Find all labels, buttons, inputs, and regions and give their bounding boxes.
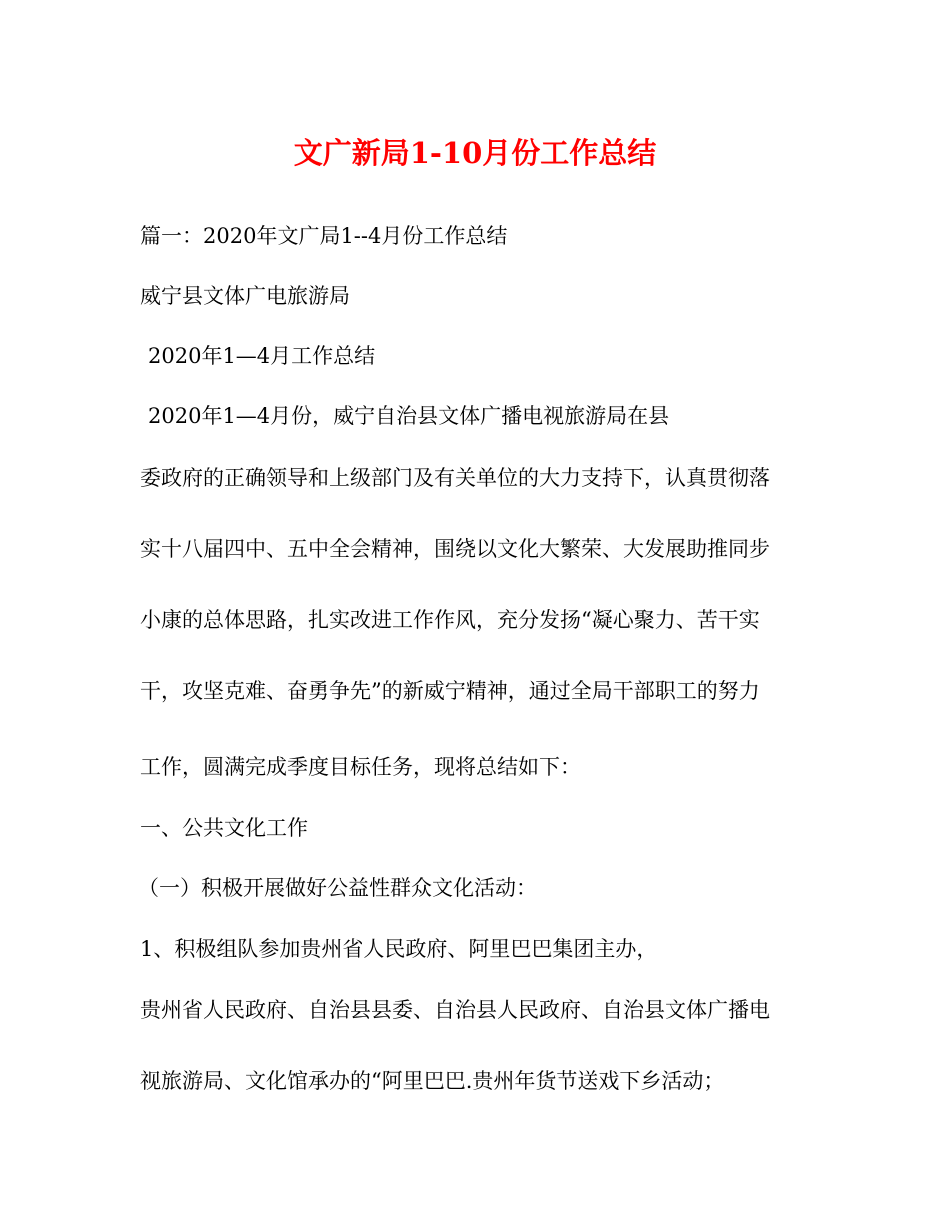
- issuing-office: 威宁县文体广电旅游局: [140, 284, 350, 308]
- list-item: 1、积极组队参加贵州省人民政府、阿里巴巴集团主办，: [140, 937, 658, 961]
- paragraph-line: 委政府的正确领导和上级部门及有关单位的大力支持下，认真贯彻落: [140, 466, 770, 490]
- paragraph-line: 贵州省人民政府、自治县县委、自治县人民政府、自治县文体广播电: [140, 998, 770, 1022]
- paragraph-line: 工作，圆满完成季度目标任务，现将总结如下：: [140, 755, 581, 779]
- section-heading: 一、公共文化工作: [140, 816, 308, 840]
- paragraph-line: 实十八届四中、五中全会精神，围绕以文化大繁荣、大发展助推同步: [140, 537, 770, 561]
- paragraph-line: 干，攻坚克难、奋勇争先”的新威宁精神，通过全局干部职工的努力: [140, 679, 760, 703]
- report-subtitle: 2020年1—4月工作总结: [148, 344, 376, 368]
- section-heading: 篇一：2020年文广局1--4月份工作总结: [140, 224, 508, 248]
- subsection-heading: （一）积极开展做好公益性群众文化活动：: [138, 876, 537, 900]
- paragraph-line: 小康的总体思路，扎实改进工作作风，充分发扬“凝心聚力、苦干实: [140, 608, 760, 632]
- paragraph-line: 视旅游局、文化馆承办的“阿里巴巴.贵州年货节送戏下乡活动；: [140, 1069, 725, 1093]
- document-title: 文广新局1-10月份工作总结: [293, 136, 657, 170]
- paragraph-line: 2020年1—4月份，威宁自治县文体广播电视旅游局在县: [148, 404, 670, 428]
